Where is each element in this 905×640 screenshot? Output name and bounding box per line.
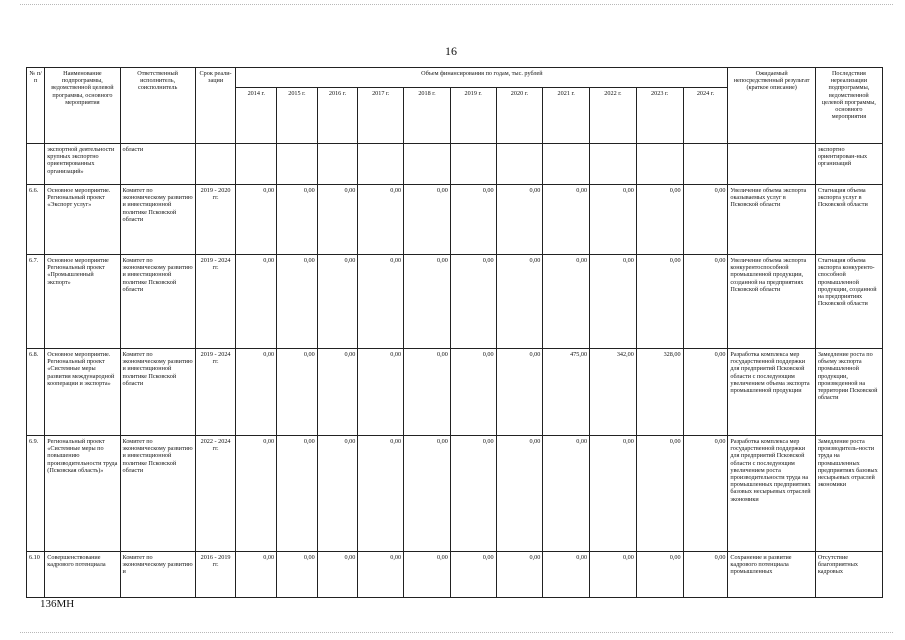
row-value: 0,00 — [317, 436, 358, 552]
row-value: 0,00 — [496, 436, 543, 552]
page-number: 16 — [445, 44, 457, 58]
row-value: 0,00 — [590, 255, 637, 349]
row-value: 0,00 — [683, 552, 728, 598]
row-num — [27, 144, 45, 185]
row-value: 0,00 — [358, 185, 404, 255]
row-value: 0,00 — [277, 185, 318, 255]
row-consequences: экспортно ориентирован-ных организаций — [815, 144, 882, 185]
table-row — [27, 349, 883, 436]
row-value: 0,00 — [683, 255, 728, 349]
row-value: 0,00 — [404, 552, 451, 598]
row-consequences: Замедление роста производитель-ности труда на промышленных предприятиях базовых несырьевых отраслей экономики — [815, 436, 882, 552]
row-value: 0,00 — [496, 185, 543, 255]
header-year: 2021 г. — [543, 88, 590, 144]
footer-code: 136МН — [40, 598, 75, 610]
row-term — [195, 144, 236, 185]
header-year: 2024 г. — [683, 88, 728, 144]
row-consequences: Отсутствие благоприятных кадровых — [815, 552, 882, 598]
row-executor: Комитет по экономическому развитию и инвестиционной политике Псковской области — [120, 349, 195, 436]
header-year: 2023 г. — [636, 88, 683, 144]
row-value: 0,00 — [317, 185, 358, 255]
row-value — [543, 144, 590, 185]
row-value: 0,00 — [496, 349, 543, 436]
row-value: 0,00 — [404, 349, 451, 436]
row-value: 0,00 — [236, 185, 277, 255]
header-result: Ожидаемый непосредственный результат (краткое описание) — [728, 68, 815, 144]
row-name: экспортной деятельности крупных экспортно ориентированных организаций» — [45, 144, 120, 185]
header-num: № п/п — [27, 68, 45, 144]
row-value: 0,00 — [683, 436, 728, 552]
row-value: 0,00 — [496, 255, 543, 349]
row-value — [236, 144, 277, 185]
table-row — [27, 552, 883, 598]
header-name: Наименование подпрограммы, ведомственной целевой программы, основного мероприятия — [45, 68, 120, 144]
row-value: 0,00 — [636, 255, 683, 349]
row-value — [317, 144, 358, 185]
row-value: 0,00 — [358, 255, 404, 349]
row-value: 0,00 — [404, 436, 451, 552]
scan-artifact-bottom — [20, 632, 893, 633]
row-value: 0,00 — [404, 255, 451, 349]
header-year: 2015 г. — [277, 88, 318, 144]
row-term: 2019 - 2024 гг. — [195, 349, 236, 436]
row-name: Совершенствование кадрового потенциала — [45, 552, 120, 598]
row-executor: Комитет по экономическому развитию и — [120, 552, 195, 598]
scan-artifact-top — [20, 4, 893, 5]
row-value: 0,00 — [590, 436, 637, 552]
row-term: 2019 - 2020 гг. — [195, 185, 236, 255]
row-name: Основное мероприятие. Региональный проект «Системные меры развития международной кооперации и экспорта» — [45, 349, 120, 436]
header-consequences: Последствия нереализации подпрограммы, ведомственной целевой программы, основного мероприятия — [815, 68, 882, 144]
row-value — [404, 144, 451, 185]
row-consequences: Стагнация объема экспорта конкуренто-способной промышленной продукции, созданной на предприятиях Псковской области — [815, 255, 882, 349]
row-num: 6.6. — [27, 185, 45, 255]
row-value: 0,00 — [317, 552, 358, 598]
row-result — [728, 144, 815, 185]
header-year: 2016 г. — [317, 88, 358, 144]
row-result: Разработка комплекса мер государственной поддержки для предприятий Псковской области с последующим увеличением роста производительности труда на промышленных предприятиях базовых несырьевых отраслей экономики — [728, 436, 815, 552]
row-value: 0,00 — [636, 552, 683, 598]
table-row — [27, 144, 883, 185]
header-year: 2018 г. — [404, 88, 451, 144]
row-value: 0,00 — [543, 552, 590, 598]
row-name: Основное мероприятие. Региональный проект «Экспорт услуг» — [45, 185, 120, 255]
row-value: 0,00 — [277, 436, 318, 552]
header-year: 2014 г. — [236, 88, 277, 144]
row-value — [358, 144, 404, 185]
header-year: 2022 г. — [590, 88, 637, 144]
row-value: 0,00 — [450, 255, 496, 349]
row-value: 0,00 — [636, 185, 683, 255]
row-result: Сохранение и развитие кадрового потенциала промышленных — [728, 552, 815, 598]
header-executor: Ответственный исполнитель, соисполнитель — [120, 68, 195, 144]
row-value: 328,00 — [636, 349, 683, 436]
row-value: 0,00 — [590, 552, 637, 598]
row-value — [277, 144, 318, 185]
row-value: 0,00 — [358, 552, 404, 598]
header-term: Срок реали-зации — [195, 68, 236, 144]
row-value: 0,00 — [317, 255, 358, 349]
row-value: 0,00 — [450, 185, 496, 255]
row-executor: Комитет по экономическому развитию и инвестиционной политике Псковской области — [120, 436, 195, 552]
row-value: 0,00 — [236, 552, 277, 598]
row-value: 0,00 — [590, 185, 637, 255]
row-executor: области — [120, 144, 195, 185]
header-row — [27, 68, 883, 88]
row-term: 2019 - 2024 гг. — [195, 255, 236, 349]
row-num: 6.9. — [27, 436, 45, 552]
row-executor: Комитет по экономическому развитию и инвестиционной политике Псковской области — [120, 255, 195, 349]
row-value: 0,00 — [404, 185, 451, 255]
row-value: 0,00 — [543, 185, 590, 255]
row-value: 0,00 — [236, 349, 277, 436]
row-value: 0,00 — [450, 436, 496, 552]
row-value: 0,00 — [450, 349, 496, 436]
row-value: 0,00 — [358, 349, 404, 436]
table-row — [27, 436, 883, 552]
row-value: 0,00 — [683, 185, 728, 255]
row-value: 0,00 — [236, 436, 277, 552]
row-value: 342,00 — [590, 349, 637, 436]
row-consequences: Стагнация объема экспорта услуг в Псковской области — [815, 185, 882, 255]
header-financing: Объем финансирования по годам, тыс. рублей — [236, 68, 728, 88]
row-value: 0,00 — [450, 552, 496, 598]
row-name: Региональный проект «Системные меры по повышению производительности труда (Псковская область)» — [45, 436, 120, 552]
row-value — [590, 144, 637, 185]
row-value: 0,00 — [317, 349, 358, 436]
row-term: 2022 - 2024 гг. — [195, 436, 236, 552]
row-value: 0,00 — [277, 349, 318, 436]
header-year: 2020 г. — [496, 88, 543, 144]
row-num: 6.10 — [27, 552, 45, 598]
row-value — [636, 144, 683, 185]
row-result: Разработка комплекса мер государственной поддержки для предприятий Псковской области с последующим увеличением объема экспорта промышленной продукции — [728, 349, 815, 436]
row-value — [683, 144, 728, 185]
table-row — [27, 255, 883, 349]
row-value: 0,00 — [543, 436, 590, 552]
row-value: 475,00 — [543, 349, 590, 436]
row-value: 0,00 — [496, 552, 543, 598]
row-term: 2016 - 2019 гг. — [195, 552, 236, 598]
row-value: 0,00 — [683, 349, 728, 436]
row-num: 6.7. — [27, 255, 45, 349]
row-value: 0,00 — [636, 436, 683, 552]
table-row — [27, 185, 883, 255]
row-result: Увеличение объема экспорта оказываемых услуг в Псковской области — [728, 185, 815, 255]
row-value — [450, 144, 496, 185]
header-year: 2017 г. — [358, 88, 404, 144]
row-value: 0,00 — [277, 552, 318, 598]
row-name: Основное мероприятие Региональный проект «Промышленный экспорт» — [45, 255, 120, 349]
row-value: 0,00 — [236, 255, 277, 349]
row-value — [496, 144, 543, 185]
row-executor: Комитет по экономическому развитию и инвестиционной политике Псковской области — [120, 185, 195, 255]
row-result: Увеличение объема экспорта конкурентоспособной промышленной продукции, созданной на предприятиях Псковской области — [728, 255, 815, 349]
header-year: 2019 г. — [450, 88, 496, 144]
row-value: 0,00 — [543, 255, 590, 349]
row-value: 0,00 — [277, 255, 318, 349]
financing-table — [26, 67, 883, 598]
row-value: 0,00 — [358, 436, 404, 552]
row-consequences: Замедление роста по объему экспорта промышленной продукции, произведенной на территории Псковской области — [815, 349, 882, 436]
row-num: 6.8. — [27, 349, 45, 436]
